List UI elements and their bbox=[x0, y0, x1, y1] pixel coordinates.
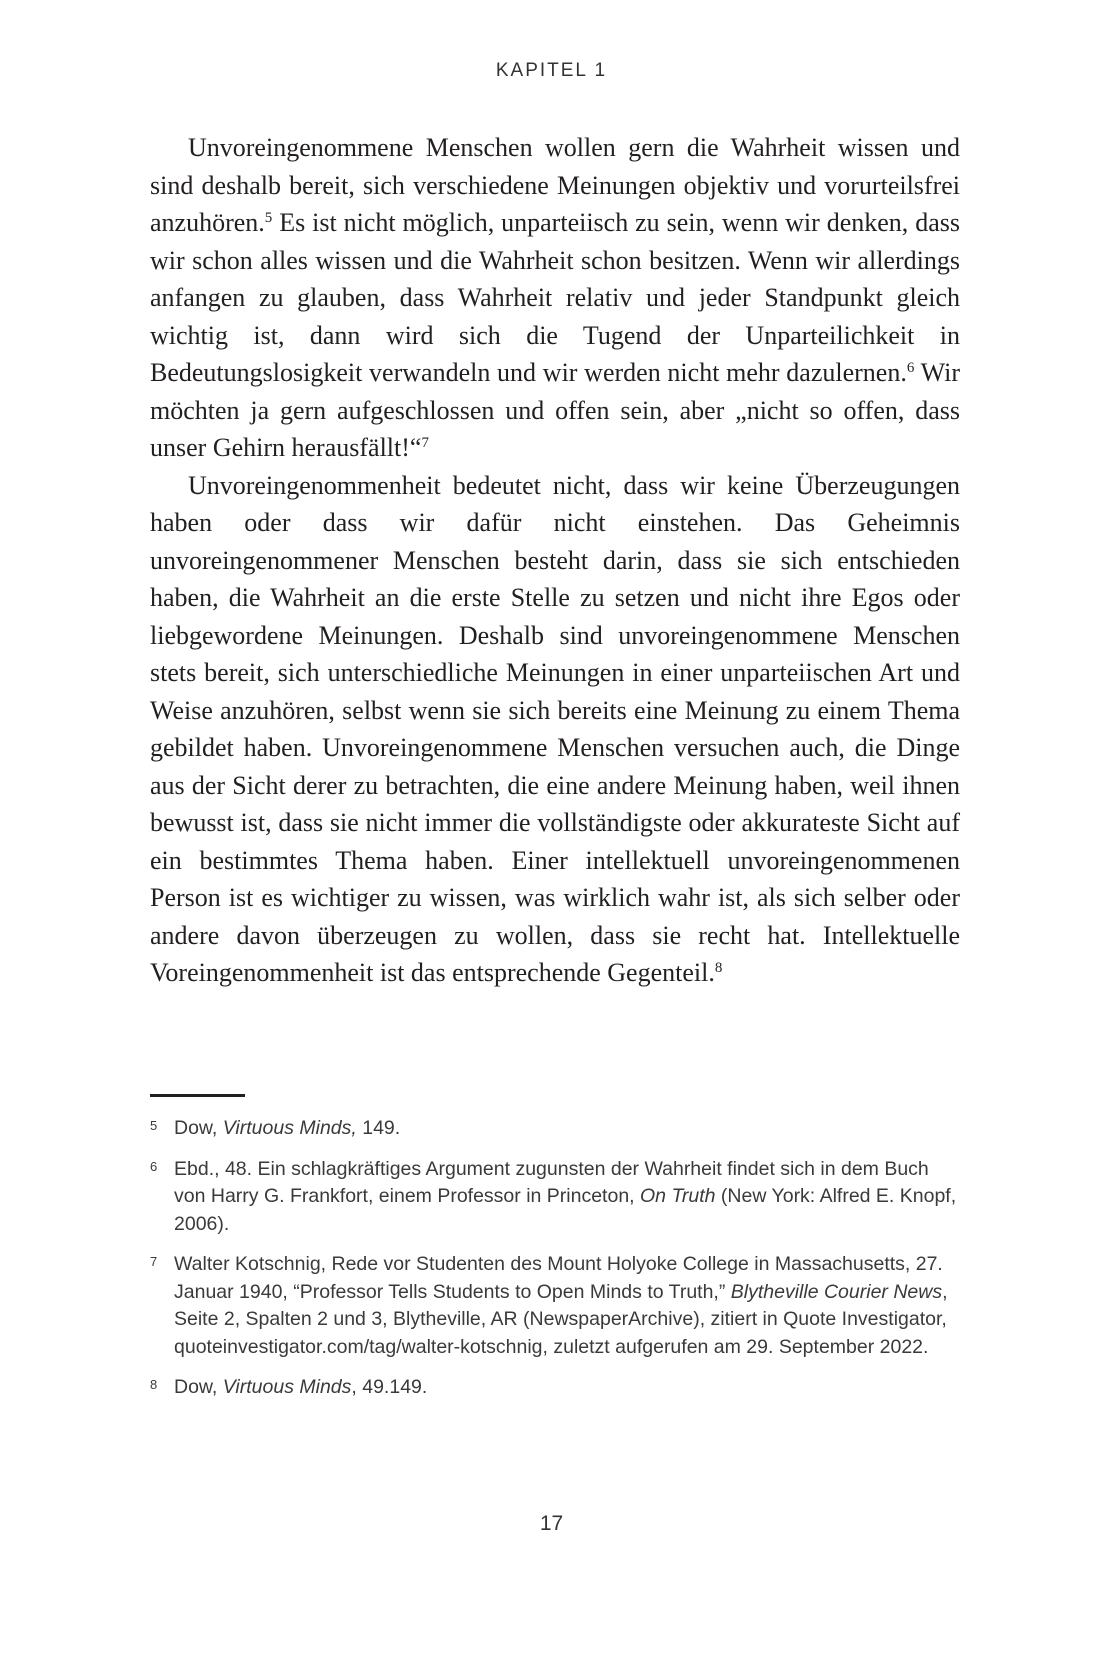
text-run: Unvoreingenommenheit bedeutet nicht, dass wir keine Überzeugungen haben oder dass wir dafür nicht einstehen. Das Geheimnis unvoreingenommener Menschen besteht darin, dass sie sich entschieden haben, die Wahrheit an die erste Stelle zu setzen und nicht ihre Egos oder liebgewordene Meinungen. Deshalb sind unvoreingenommene Menschen stets bereit, sich unterschiedliche Meinungen in einer unparteiischen Art und Weise anzuhören, selbst wenn sie sich bereits eine Meinung zu einem Thema gebildet haben. Unvoreingenommene Menschen versuchen auch, die Dinge aus der Sicht derer zu betrachten, die eine andere Meinung haben, weil ihnen bewusst ist, dass sie nicht immer die vollständigste oder akkurateste Sicht auf ein bestimmtes Thema haben. Einer intellektuell unvoreingenommenen Person ist es wichtiger zu wissen, was wirklich wahr ist, als sich selber oder andere davon überzeugen zu wollen, dass sie recht hat. Intellektuelle Voreingenommenheit ist das entsprechende Gegenteil. bbox=[150, 470, 960, 987]
paragraph bbox=[150, 129, 960, 467]
footnotes bbox=[150, 1115, 958, 1415]
italic-text: On Truth bbox=[640, 1185, 716, 1207]
text-run: Es ist nicht möglich, unparteiisch zu sein, wenn wir denken, dass wir schon alles wissen und die Wahrheit schon besitzen. Wenn wir allerdings anfangen zu glauben, dass Wahrheit relativ und jeder Standpunkt gleich wichtig ist, dann wird sich die Tugend der Unparteilichkeit in Bedeutungslosigkeit verwandeln und wir werden nicht mehr dazulernen. bbox=[150, 208, 960, 387]
footnote-ref: 5 bbox=[264, 210, 273, 226]
text-run: Dow, bbox=[174, 1117, 223, 1139]
footnote-text bbox=[174, 1253, 948, 1358]
footnote-text bbox=[174, 1117, 400, 1139]
footnote-number: 5 bbox=[150, 1118, 158, 1133]
text-run: (New York: Alfred E. Knopf, 2006). bbox=[174, 1185, 957, 1235]
text-run: 149. bbox=[356, 1117, 401, 1139]
footnote-number: 6 bbox=[150, 1158, 158, 1174]
italic-text: Virtuous Minds, bbox=[222, 1117, 357, 1139]
page-number: 17 bbox=[539, 1512, 564, 1535]
body-text bbox=[150, 129, 960, 992]
footnote-number: 7 bbox=[150, 1254, 158, 1269]
footnote-text bbox=[174, 1376, 427, 1398]
text-run: , 49.149. bbox=[351, 1376, 428, 1398]
footnote-ref: 7 bbox=[421, 435, 429, 451]
footnote bbox=[150, 1115, 958, 1143]
footnote bbox=[150, 1156, 958, 1239]
footnote bbox=[150, 1374, 958, 1402]
italic-text: Virtuous Minds bbox=[222, 1376, 352, 1398]
text-run: Dow, bbox=[174, 1376, 223, 1398]
text-run: Unvoreingenommene Menschen wollen gern die Wahrheit wissen und sind deshalb bereit, sich verschiedene Meinungen objektiv und vorurteilsfrei anzuhören. bbox=[150, 133, 960, 237]
footnote-ref: 6 bbox=[906, 360, 915, 376]
text-run: , Seite 2, Spalten 2 und 3, Blytheville, AR (NewspaperArchive), zitiert in Quote Investigator, quoteinvestigator.com/tag/walter-kotschnig, zuletzt aufgerufen am 29. September 2022. bbox=[174, 1280, 948, 1358]
paragraph bbox=[150, 467, 960, 992]
footnote-text bbox=[174, 1158, 956, 1235]
footnote-separator bbox=[150, 1094, 245, 1097]
text-run: Walter Kotschnig, Rede vor Studenten des Mount Holyoke College in Massachusetts, 27. Januar 1940, “Professor Tells Students to Open Minds to Truth,” bbox=[174, 1253, 943, 1303]
footnote bbox=[150, 1251, 958, 1361]
text-run: Ebd., 48. Ein schlagkräftiges Argument zugunsten der Wahrheit findet sich in dem Buch von Harry G. Frankfort, einem Professor in Princeton, bbox=[174, 1157, 929, 1207]
footnote-ref: 8 bbox=[714, 960, 723, 976]
text-run: Wir möchten ja gern aufgeschlossen und offen sein, aber „nicht so offen, dass unser Gehirn herausfällt!“ bbox=[150, 358, 961, 462]
running-head: KAPITEL 1 bbox=[495, 60, 608, 81]
footnote-number: 8 bbox=[150, 1377, 158, 1392]
italic-text: Blytheville Courier News bbox=[730, 1280, 943, 1303]
